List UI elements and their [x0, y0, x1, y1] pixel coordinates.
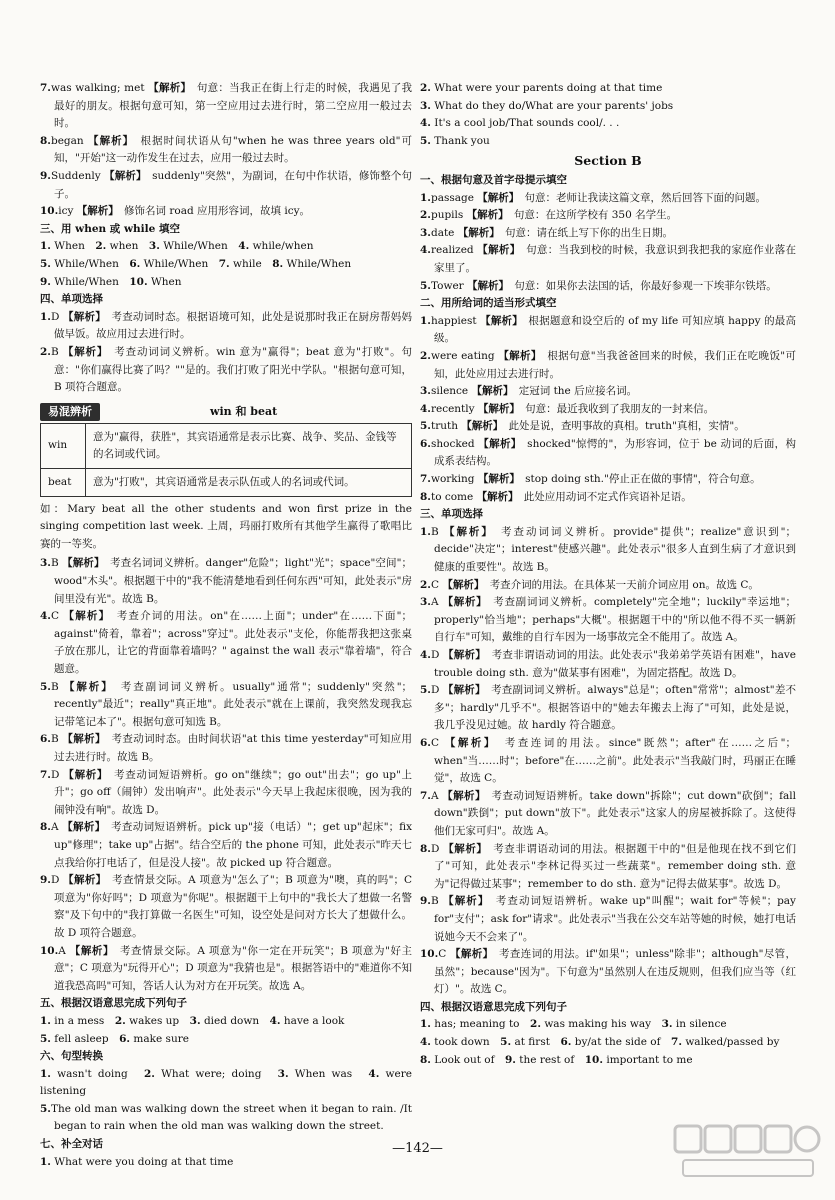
answer-text: 考查副词词义辨析。completely"完全地"；luckily"幸运地"；properly"恰当地"；perhaps"大概"。根据题干中的"所以他不得不买一辆新自行车"可知，戴维的自行车因为一场事故完全不能用了。故选 A。 — [434, 596, 796, 644]
answer-item — [40, 555, 412, 608]
item-number: 4. — [420, 244, 431, 257]
item-number: 10. — [420, 948, 439, 961]
analysis-tag: 【解析】 — [466, 209, 504, 222]
answer-text: D — [430, 649, 443, 661]
answer-line: 5. While/When 6. While/When 7. while 8. While/When — [40, 257, 352, 270]
answer-text: 考查动词短语辨析。wake up"叫醒"；wait for"等候"；pay for"支付"；ask for"请求"。此处表示"当我在公交车站等她的时候，她打电话说她今天不会来了"。 — [434, 895, 796, 943]
answer-text: C — [438, 948, 451, 961]
answer-item — [420, 489, 796, 507]
analysis-tag: 【解析】 — [443, 895, 485, 908]
confusion-note-box — [40, 401, 412, 554]
table-row — [41, 423, 412, 468]
comparison-table — [40, 423, 412, 497]
analysis-tag: 【解析】 — [477, 402, 515, 415]
analysis-tag: 【解析】 — [88, 134, 129, 147]
section-heading: 六、句型转换 — [40, 1050, 103, 1063]
answer-text: B — [50, 345, 63, 358]
item-number: 5. — [40, 680, 51, 693]
answer-text: 考查介词的用法。在具体某一天前介词应用 on。故选 C。 — [479, 578, 759, 591]
left-column-bottom — [40, 555, 412, 1171]
answer-text: 句意：当我正在街上行走的时候，我遇见了我最好的朋友。根据句意可知，第一空应用过去进行时，第二空应用一般过去时。 — [54, 82, 413, 130]
answer-item — [420, 524, 796, 577]
answer-text: 考查介词的用法。on"在……上面"；under"在……下面"；against"倚着，靠着"；across"穿过"。此处表示"支伦，你能帮我把这张桌子放在那儿，让它的背面靠着墙吗？" against the wall 表示"靠着墙"，符合题意。 — [54, 610, 413, 676]
analysis-tag: 【解析】 — [69, 944, 109, 957]
analysis-tag: 【解析】 — [480, 314, 518, 327]
answer-text: 句意：请在纸上写下你的出生日期。 — [494, 226, 673, 239]
answer-text: D — [50, 874, 64, 887]
analysis-tag: 【解析】 — [63, 610, 106, 623]
answer-item — [40, 133, 412, 168]
item-number: 9. — [40, 169, 51, 182]
answer-item — [420, 841, 796, 894]
answer-text: 此处应用动词不定式作宾语补足语。 — [513, 490, 692, 503]
section-heading: 四、根据汉语意思完成下列句子 — [420, 1000, 567, 1013]
answer-item — [40, 608, 412, 678]
answer-line: 1. in a mess 2. wakes up 3. died down 4. have a look — [40, 1014, 345, 1027]
section-heading: 四、单项选择 — [40, 293, 103, 306]
answer-item — [40, 943, 412, 996]
item-number: 8. — [40, 821, 51, 834]
table-row — [41, 468, 412, 496]
item-number: 4. — [420, 649, 431, 661]
example-sentence: 如：Mary beat all the other students and won first prize in the singing competition last week. 上周，玛丽打败所有其他学生赢得了歌唱比赛的一等奖。 — [40, 502, 412, 550]
analysis-tag: 【解析】 — [461, 420, 499, 433]
answer-item — [420, 401, 796, 419]
answer-text: recently — [430, 402, 478, 415]
item-number: 3. — [420, 226, 431, 239]
answer-item — [420, 207, 796, 225]
section-title: Section B — [574, 153, 642, 169]
answer-text: B — [50, 680, 64, 693]
answer-text: 考查动词词义辨析。provide"提供"；realize"意识到"；decide"决定"；interest"使感兴趣"。此处表示"很多人直到生病了才意识到健康的重要性"。故选 B。 — [434, 525, 797, 574]
answer-text: C — [50, 610, 64, 623]
answer-text: 考查非谓语动词的用法。此处表示"我弟弟学英语有困难"，have trouble doing sth. 意为"做某事有困难"，为固定搭配。故选 D。 — [434, 649, 797, 679]
answer-text: C — [430, 578, 443, 591]
answer-text: A — [58, 944, 70, 957]
answer-text: B — [50, 733, 63, 746]
answer-item — [40, 872, 412, 942]
answer-text: 考查动词词义辨析。win 意为"赢得"；beat 意为"打败"。句意："你们赢得比赛了吗？""是的。我们打败了阳光中学队。"根据句意可知，B 项符合题意。 — [54, 345, 412, 394]
answer-text: 句意：当我到校的时候，我意识到我把我的家庭作业落在家里了。 — [434, 244, 797, 274]
analysis-tag: 【解析】 — [476, 490, 514, 503]
analysis-tag: 【解析】 — [498, 349, 537, 362]
answer-text: 考查动词短语辨析。pick up"接（电话）"；get up"起床"；fix up"修理"；take up"占据"。结合空后的 the phone 可知，此处表示"昨天七点我给你打电话了，但是没人接"。故 picked up 符合题意。 — [54, 821, 412, 869]
answer-text: D — [50, 768, 64, 781]
answer-item — [420, 348, 796, 383]
item-number: 9. — [420, 895, 431, 908]
answer-text: icy — [58, 205, 77, 218]
answer-item — [420, 383, 796, 401]
answer-text: 考查非谓语动词的用法。根据题干中的"但是他现在找不到它们了"可知，此处表示"李林记得买过一些蔬菜"。remember doing sth. 意为"记得做过某事"；remember to do sth. 意为"记得去做某事"。故选 D。 — [434, 842, 796, 890]
analysis-tag: 【解析】 — [457, 226, 495, 239]
answer-item — [420, 893, 796, 946]
answer-item — [40, 767, 412, 820]
item-number: 8. — [420, 842, 431, 855]
answer-text: pupils — [430, 209, 467, 222]
answer-text: A — [430, 789, 443, 802]
answer-text: Tower — [430, 279, 468, 292]
analysis-tag: 【解析】 — [62, 821, 101, 834]
section-heading: 三、用 when 或 while 填空 — [40, 222, 180, 235]
answer-text: shocked"惊愕的"，为形容词，位于 be 动词的后面，构成系表结构。 — [434, 437, 796, 468]
answer-text: B — [430, 525, 444, 538]
answer-text: 考查连词的用法。since"既然"；after"在……之后"；when"当……时"；before"在……之前"。此处表示"当我敲门时，玛丽正在睡觉"，故选 C。 — [434, 736, 796, 785]
answer-item — [40, 168, 412, 203]
watermark-logo-icon — [673, 1122, 823, 1182]
analysis-tag: 【解析】 — [471, 385, 509, 398]
item-number: 1. — [40, 310, 51, 323]
left-column-top — [40, 80, 412, 397]
answer-item — [40, 344, 412, 397]
answer-item — [420, 577, 796, 595]
item-number: 2. — [420, 349, 431, 362]
answer-text: began — [50, 134, 89, 147]
item-number: 5. — [420, 279, 431, 292]
answer-text: 根据句意"当我爸爸回来的时候，我们正在吃晚饭"可知，此处应用过去进行时。 — [434, 349, 796, 380]
answer-line: 5. Thank you — [420, 134, 490, 147]
answer-item — [40, 80, 412, 133]
answer-line: 3. What do they do/What are your parents' jobs — [420, 99, 674, 112]
item-number: 2. — [420, 578, 431, 591]
answer-item — [420, 735, 796, 788]
answer-text: realized — [430, 244, 478, 257]
table-word-cell: win — [41, 423, 86, 468]
answer-line: 4. It's a cool job/That sounds cool/. . . — [420, 117, 620, 130]
item-number: 4. — [420, 402, 431, 415]
answer-text: 考查名词词义辨析。danger"危险"；light"光"；space"空间"；wood"木头"。根据题干中的"我不能清楚地看到任何东西"可知，此处表示"房间里没有光"。故选 B。 — [54, 557, 412, 605]
table-word-cell: beat — [41, 468, 86, 496]
analysis-tag: 【解析】 — [443, 649, 481, 661]
item-number: 5. — [420, 420, 431, 433]
answer-item — [420, 190, 796, 208]
answer-item — [420, 788, 796, 841]
analysis-tag: 【解析】 — [478, 437, 517, 450]
item-number: 9. — [40, 874, 51, 887]
answer-text: D — [50, 310, 63, 323]
answer-text: 考查动词时态。根据语境可知，此处是说那时我正在厨房帮妈妈做早饭。故应用过去进行时。 — [54, 310, 413, 341]
section-heading: 三、单项选择 — [420, 508, 483, 521]
answer-item — [420, 313, 796, 348]
answer-text: 根据题意和设空后的 of my life 可知应填 happy 的最高级。 — [434, 314, 796, 345]
analysis-tag: 【解析】 — [63, 768, 103, 781]
answer-text: 句意：最近我收到了我朋友的一封来信。 — [514, 402, 715, 415]
answer-text: 考查动词短语辨析。go on"继续"；go out"出去"；go up"上升"；go off（闹钟）发出响声"。此处表示"今天早上我起床很晚，因为我的闹钟没有响"。故选 D。 — [54, 768, 412, 816]
section-heading: 二、用所给词的适当形式填空 — [420, 297, 557, 310]
analysis-tag: 【解析】 — [442, 596, 483, 609]
analysis-tag: 【解析】 — [477, 473, 515, 486]
item-number: 5. — [40, 1102, 51, 1115]
section-heading: 一、根据句意及首字母提示填空 — [420, 173, 567, 186]
item-number: 8. — [420, 490, 431, 503]
answer-line: 8. Look out of 9. the rest of 10. important to me — [420, 1053, 693, 1066]
answer-text: shocked — [430, 437, 479, 450]
item-number: 3. — [420, 385, 431, 398]
item-number: 7. — [420, 789, 431, 802]
answer-item — [40, 309, 412, 344]
confusion-note-label: 易混辨析 — [40, 403, 100, 421]
answer-text: B — [430, 895, 444, 908]
answer-item — [420, 471, 796, 489]
item-number: 3. — [420, 596, 431, 609]
item-number: 1. — [420, 191, 431, 204]
answer-text: date — [430, 226, 458, 239]
answer-text: suddenly"突然"，为副词，在句中作状语，修饰整个句子。 — [54, 169, 412, 200]
answer-text: truth — [430, 420, 462, 433]
answer-text: 根据时间状语从句"when he was three years old"可知，"开始"这一动作发生在过去，应用一般过去时。 — [54, 134, 412, 165]
answer-item — [420, 647, 796, 682]
answer-item — [420, 242, 796, 277]
answer-item — [40, 679, 412, 732]
answer-text: Suddenly — [50, 169, 105, 182]
answer-text: 考查情景交际。A 项意为"怎么了"；B 项意为"噢，真的吗"；C 项意为"你好吗"；D 项意为"你呢"。根据题干上句中的"我长大了想做一名警察"及下句中的"我打算做一名医生"可知，设空处是问对方长大了想做什么。故 D 项符合题意。 — [54, 874, 413, 939]
answer-text: was walking; met — [50, 82, 149, 94]
item-number: 3. — [40, 557, 51, 570]
answer-line: 1. wasn't doing 2. What were; doing 3. When was 4. were listening — [40, 1067, 412, 1098]
analysis-tag: 【解析】 — [477, 244, 516, 257]
analysis-tag: 【解析】 — [62, 557, 100, 570]
answer-text: C — [430, 736, 445, 749]
right-column — [420, 80, 796, 1069]
answer-item — [420, 278, 796, 296]
answer-line: 1. What were you doing at that time — [40, 1155, 234, 1168]
confusion-note-title: win 和 beat — [210, 404, 278, 418]
answer-text: D — [430, 684, 443, 697]
item-number: 10. — [40, 205, 59, 218]
answer-item — [420, 594, 796, 647]
answer-text: 考查情景交际。A 项意为"你一定在开玩笑"；B 项意为"好主意"；C 项意为"玩得开心"；D 项意为"我猜也是"。根据答语中的"难道你不知道我恐高吗"可知，答话人认为对方在开玩笑。故选 A。 — [54, 944, 413, 992]
item-number: 4. — [40, 610, 51, 623]
answer-text: 句意：老师让我读这篇文章，然后回答下面的问题。 — [514, 191, 767, 204]
analysis-tag: 【解析】 — [148, 82, 187, 94]
answer-text: to come — [430, 490, 477, 503]
analysis-tag: 【解析】 — [467, 279, 504, 292]
table-desc-cell: 意为"赢得，获胜"，其宾语通常是表示比赛、战争、奖品、金钱等的名词或代词。 — [86, 423, 412, 468]
answer-text: The old man was walking down the street when it began to rain. /It began to rain when the old man was walking down the street. — [50, 1102, 412, 1133]
answer-text: 考查副词词义辨析。usually"通常"；suddenly"突然"；recently"最近"；really"真正地"。此处表示"就在上课前，我突然发现我忘记带笔记本了"。根据句意可知选 B。 — [54, 680, 413, 728]
answer-item — [40, 203, 412, 221]
answer-line: 1. has; meaning to 2. was making his way 3. in silence — [420, 1018, 727, 1031]
analysis-tag: 【解析】 — [62, 345, 103, 358]
answer-item — [420, 436, 796, 471]
analysis-tag: 【解析】 — [442, 578, 480, 591]
analysis-tag: 【解析】 — [444, 736, 492, 749]
answer-item — [40, 819, 412, 872]
answer-line: 4. took down 5. at first 6. by/at the side of 7. walked/passed by — [420, 1036, 780, 1049]
answer-text: 定冠词 the 后应接名词。 — [508, 385, 638, 398]
item-number: 2. — [420, 209, 431, 222]
answer-text: A — [50, 821, 63, 834]
answer-text: B — [50, 557, 63, 570]
answer-text: 句意：如果你去法国的话，你最好参观一下埃菲尔铁塔。 — [503, 279, 777, 292]
analysis-tag: 【解析】 — [62, 310, 101, 323]
item-number: 2. — [40, 345, 51, 358]
item-number: 7. — [420, 473, 431, 486]
answer-line: 1. When 2. when 3. While/When 4. while/when — [40, 240, 314, 253]
table-desc-cell: 意为"打败"，其宾语通常是表示队伍或人的名词或代词。 — [86, 468, 412, 496]
answer-text: passage — [430, 191, 478, 204]
answer-line: 9. While/When 10. When — [40, 275, 182, 288]
answer-text: 此处是说，查明事故的真相。truth"真相，实情"。 — [498, 420, 745, 433]
item-number: 6. — [420, 736, 431, 749]
item-number: 6. — [420, 437, 431, 450]
analysis-tag: 【解析】 — [443, 525, 489, 538]
analysis-tag: 【解析】 — [442, 684, 481, 697]
answer-text: 句意：在这所学校有 350 名学生。 — [503, 209, 678, 222]
answer-text: 考查连词的用法。if"如果"；unless"除非"；although"尽管，虽然"；because"因为"。下句意为"虽然别人在违反规则，但我们应当等（红灯）"。故选 C。 — [434, 948, 797, 996]
item-number: 5. — [420, 684, 431, 697]
answer-line: 5. fell asleep 6. make sure — [40, 1032, 189, 1045]
item-number: 1. — [420, 525, 431, 538]
item-number: 1. — [420, 314, 431, 327]
answer-text: stop doing sth."停止正在做的事情"，符合句意。 — [514, 473, 761, 486]
analysis-tag: 【解析】 — [62, 733, 101, 746]
page-number: —142— — [392, 1141, 443, 1156]
answer-text: were eating — [430, 349, 499, 362]
answer-text: happiest — [430, 314, 481, 327]
answer-text: 考查动词时态。由时间状语"at this time yesterday"可知应用过去进行时。故选 B。 — [54, 733, 413, 763]
answer-item — [40, 731, 412, 766]
answer-item — [40, 1101, 412, 1136]
analysis-tag: 【解析】 — [442, 789, 481, 802]
item-number: 6. — [40, 733, 51, 746]
answer-item — [420, 946, 796, 999]
answer-item — [420, 682, 796, 735]
item-number: 8. — [40, 134, 51, 147]
answer-text: D — [430, 842, 444, 855]
analysis-tag: 【解析】 — [477, 191, 515, 204]
answer-text: silence — [430, 385, 472, 398]
item-number: 7. — [40, 768, 51, 781]
answer-line: 2. What were your parents doing at that time — [420, 82, 663, 94]
answer-text: 考查动词短语辨析。take down"拆除"；cut down"砍倒"；fall down"跌倒"；put down"放下"。此处表示"这家人的房屋被拆除了。这使得他们无家可归"。故选 A。 — [434, 789, 796, 837]
left-column — [40, 80, 412, 1171]
section-heading: 五、根据汉语意思完成下列句子 — [40, 997, 187, 1010]
answer-text: 考查副词词义辨析。always"总是"；often"常常"；almost"差不多"；hardly"几乎不"。根据答语中的"她去年搬去上海了"可知，此处是说，我几乎没见过她。故 hardly 符合题意。 — [434, 684, 797, 732]
answer-text: 修饰名词 road 应用形容词，故填 icy。 — [113, 205, 311, 218]
analysis-tag: 【解析】 — [63, 874, 102, 887]
analysis-tag: 【解析】 — [104, 169, 142, 182]
answer-text: A — [430, 596, 443, 609]
analysis-tag: 【解析】 — [63, 680, 109, 693]
analysis-tag: 【解析】 — [443, 842, 483, 855]
analysis-tag: 【解析】 — [76, 205, 114, 218]
answer-item — [420, 418, 796, 436]
item-number: 7. — [40, 82, 51, 94]
section-heading: 七、补全对话 — [40, 1138, 103, 1151]
analysis-tag: 【解析】 — [450, 948, 489, 961]
item-number: 10. — [40, 944, 59, 957]
answer-text: working — [430, 473, 478, 486]
answer-item — [420, 225, 796, 243]
